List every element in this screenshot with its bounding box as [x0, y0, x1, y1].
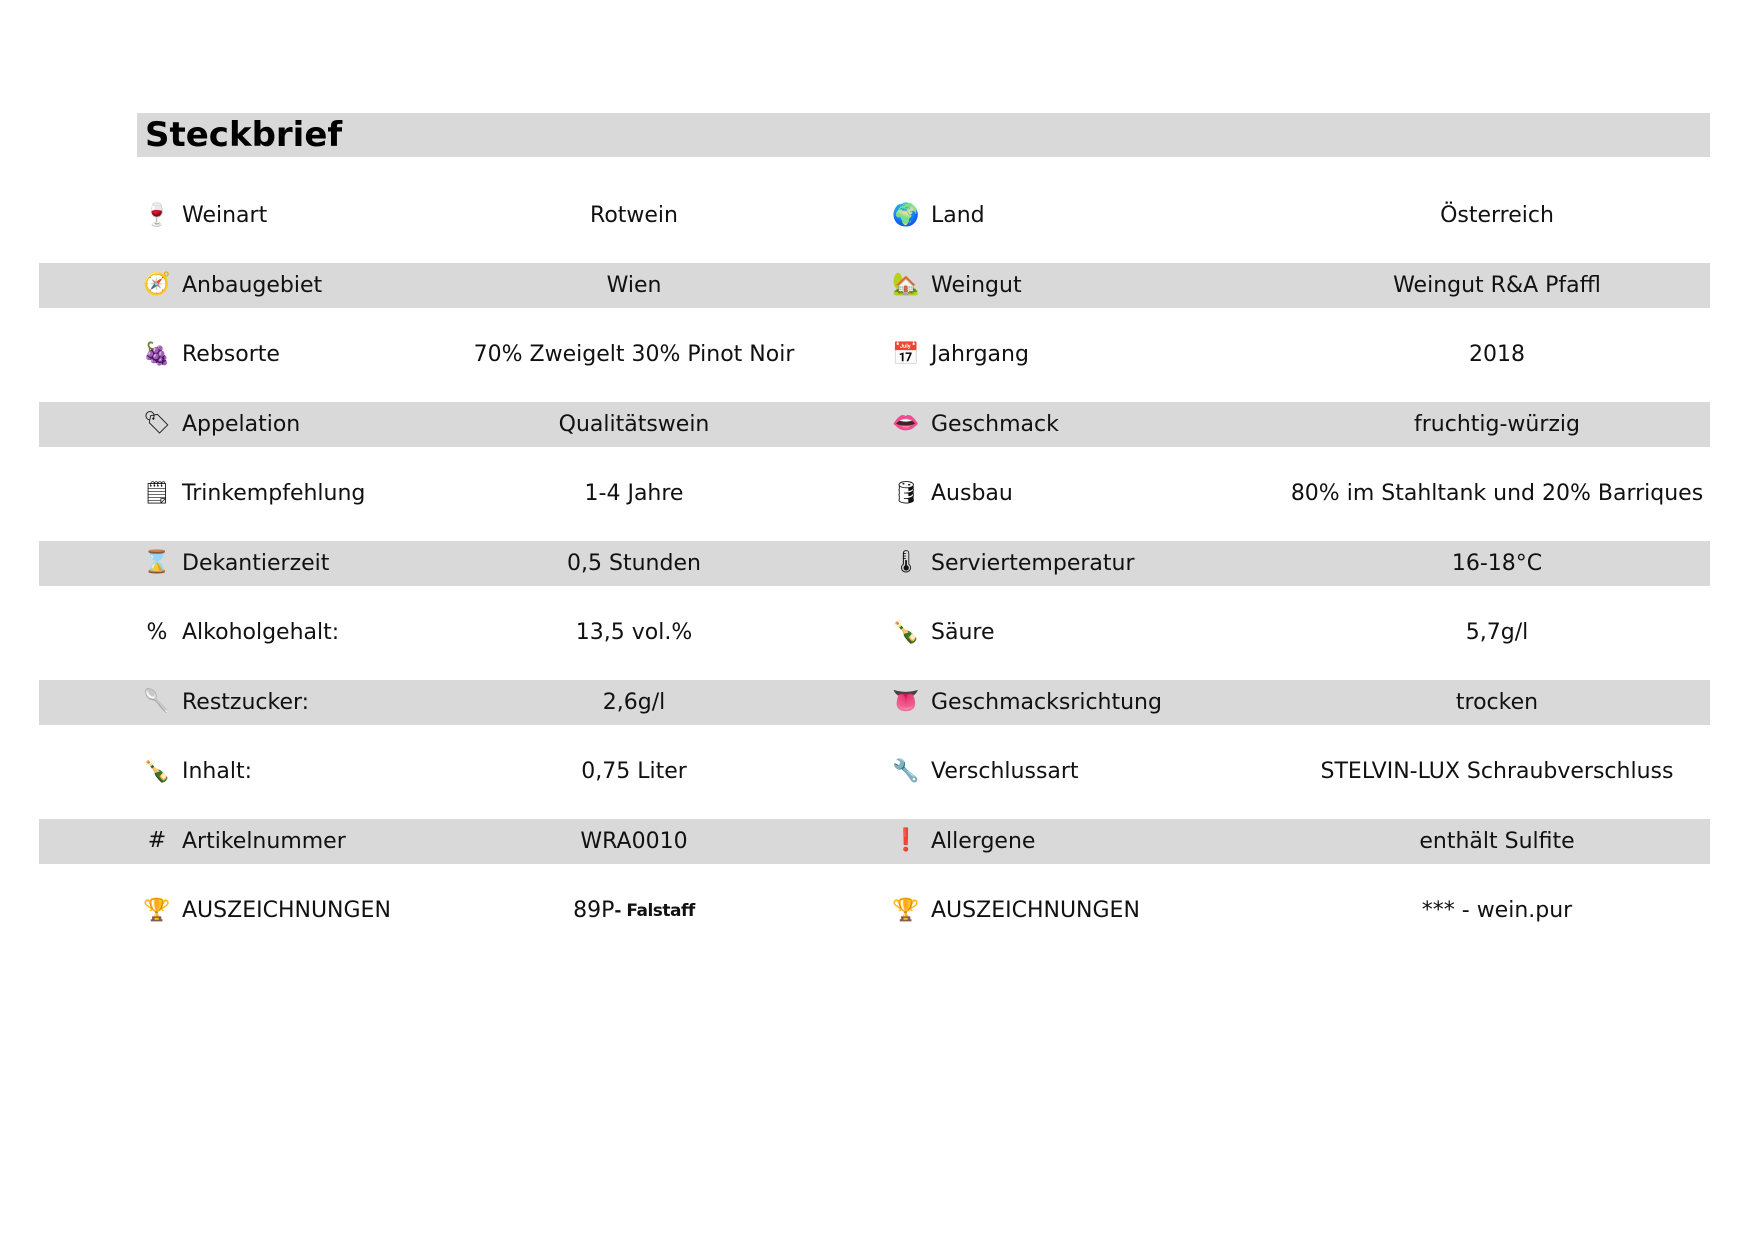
right-label-cell	[891, 402, 1059, 447]
right-label-cell	[891, 819, 1035, 864]
field-label: Inhalt:	[182, 759, 253, 784]
field-label: Weinart	[182, 203, 268, 228]
field-value: STELVIN-LUX Schraubverschluss	[1320, 759, 1674, 784]
right-label-cell	[891, 332, 1029, 377]
profile-row	[39, 402, 1710, 472]
field-value: 2,6g/l	[602, 689, 666, 715]
field-label: AUSZEICHNUNGEN	[182, 898, 391, 923]
left-label-cell	[142, 819, 346, 864]
left-value-cell	[339, 680, 929, 725]
field-value: 16-18°C	[1451, 550, 1543, 576]
field-value: 2018	[1469, 342, 1525, 367]
left-label-cell	[142, 471, 365, 516]
left-value-cell	[339, 402, 929, 447]
right-label-cell	[891, 749, 1079, 794]
profile-row	[39, 541, 1710, 611]
right-label-cell	[891, 193, 985, 238]
field-label: Dekantierzeit	[182, 550, 330, 576]
compass-icon: 🧭	[143, 272, 171, 297]
field-value: 80% im Stahltank und 20% Barriques	[1290, 481, 1704, 506]
field-label: Säure	[931, 620, 995, 645]
field-value: Wien	[606, 272, 662, 298]
field-value: 0,75 Liter	[581, 759, 687, 784]
left-label-cell	[142, 402, 300, 447]
bottle-icon: 🍾	[892, 619, 920, 645]
exclamation-icon: ❗	[892, 828, 920, 853]
lips-icon: 👄	[892, 411, 920, 436]
left-value-cell	[339, 819, 929, 864]
field-label: Weingut	[931, 272, 1022, 298]
left-value-cell	[339, 541, 929, 586]
percent-icon: %	[146, 619, 168, 645]
profile-row	[39, 888, 1710, 958]
profile-row	[39, 610, 1710, 680]
right-value-cell	[1207, 263, 1753, 308]
globe-icon: 🌍	[892, 202, 920, 228]
wine-glass-icon: 🍷	[143, 202, 171, 228]
tongue-icon: 👅	[892, 689, 920, 714]
left-value-cell	[339, 888, 929, 933]
field-label: Serviertemperatur	[931, 550, 1135, 576]
field-value: fruchtig-würzig	[1413, 411, 1581, 437]
field-value: enthält Sulfite	[1419, 828, 1575, 854]
field-label: Geschmack	[931, 411, 1059, 437]
profile-row	[39, 680, 1710, 750]
field-label: Ausbau	[931, 481, 1013, 506]
left-label-cell	[142, 193, 267, 238]
house-icon: 🏡	[892, 272, 920, 297]
field-value: Rotwein	[590, 203, 678, 228]
left-value-cell	[339, 263, 929, 308]
field-value: 5,7g/l	[1465, 620, 1529, 645]
field-label: Jahrgang	[931, 342, 1029, 367]
field-label: AUSZEICHNUNGEN	[931, 898, 1140, 923]
profile-row	[39, 819, 1710, 889]
profile-row	[39, 263, 1710, 333]
field-label: Rebsorte	[182, 342, 280, 367]
right-value-cell	[1207, 541, 1753, 586]
right-value-cell	[1207, 680, 1753, 725]
right-label-cell	[891, 680, 1162, 725]
field-label: Geschmacksrichtung	[931, 689, 1162, 715]
left-value-cell	[339, 193, 929, 238]
thermometer-icon: 🌡	[892, 550, 920, 575]
right-value-cell	[1207, 332, 1753, 377]
certificate-icon: 🏷	[143, 411, 171, 436]
hourglass-icon: ⌛	[143, 550, 171, 575]
right-value-cell	[1207, 471, 1753, 516]
award-source: - Falstaff	[614, 900, 695, 921]
profile-table	[39, 193, 1710, 958]
left-label-cell	[142, 332, 280, 377]
trophy-icon: 🏆	[143, 897, 171, 923]
left-value-cell	[339, 332, 929, 377]
corkscrew-icon: 🔧	[892, 758, 920, 784]
left-label-cell	[142, 749, 252, 794]
calendar-icon: 📅	[892, 341, 920, 367]
field-value: 70% Zweigelt 30% Pinot Noir	[473, 342, 795, 367]
field-value: Qualitätswein	[558, 411, 710, 437]
field-value: 13,5 vol.%	[575, 620, 693, 645]
page-title: Steckbrief	[145, 115, 343, 155]
spoon-icon: 🥄	[143, 689, 171, 714]
right-label-cell	[891, 471, 1013, 516]
right-value-cell	[1207, 610, 1753, 655]
field-label: Trinkempfehlung	[182, 481, 366, 506]
field-value: trocken	[1455, 689, 1539, 715]
right-value-cell	[1207, 193, 1753, 238]
left-value-cell	[339, 610, 929, 655]
profile-row	[39, 332, 1710, 402]
left-label-cell	[142, 541, 329, 586]
field-value: Weingut R&A Pfaffl	[1393, 272, 1601, 298]
right-label-cell	[891, 263, 1022, 308]
field-label: Artikelnummer	[182, 828, 346, 854]
right-label-cell	[891, 610, 995, 655]
field-label: Allergene	[931, 828, 1036, 854]
barrel-icon: 🛢	[892, 480, 920, 506]
profile-row	[39, 749, 1710, 819]
trophy-icon: 🏆	[892, 897, 920, 923]
profile-row	[39, 471, 1710, 541]
left-label-cell	[142, 263, 322, 308]
left-label-cell	[142, 680, 309, 725]
right-label-cell	[891, 541, 1135, 586]
left-label-cell	[142, 610, 339, 655]
hash-icon: #	[147, 828, 167, 853]
right-value-cell	[1207, 819, 1753, 864]
field-value: 89P	[573, 898, 615, 923]
field-label: Anbaugebiet	[182, 272, 323, 298]
bottle-icon: 🍾	[143, 758, 171, 784]
field-value: 0,5 Stunden	[567, 550, 701, 576]
field-label: Appelation	[182, 411, 301, 437]
field-label: Verschlussart	[931, 759, 1079, 784]
grapes-icon: 🍇	[143, 341, 171, 367]
right-value-cell	[1207, 749, 1753, 794]
field-value: 1-4 Jahre	[584, 481, 684, 506]
right-label-cell	[891, 888, 1140, 933]
left-value-cell	[339, 471, 929, 516]
notepad-icon: 🗒	[143, 480, 171, 506]
profile-row	[39, 193, 1710, 263]
field-value: WRA0010	[580, 828, 688, 854]
right-value-cell	[1207, 888, 1753, 933]
field-label: Land	[931, 203, 985, 228]
field-value: Österreich	[1440, 203, 1554, 228]
left-value-cell	[339, 749, 929, 794]
right-value-cell	[1207, 402, 1753, 447]
field-value: *** - wein.pur	[1421, 898, 1573, 923]
field-label: Restzucker:	[182, 689, 310, 715]
field-label: Alkoholgehalt:	[182, 620, 340, 645]
title-bar	[137, 113, 1710, 157]
